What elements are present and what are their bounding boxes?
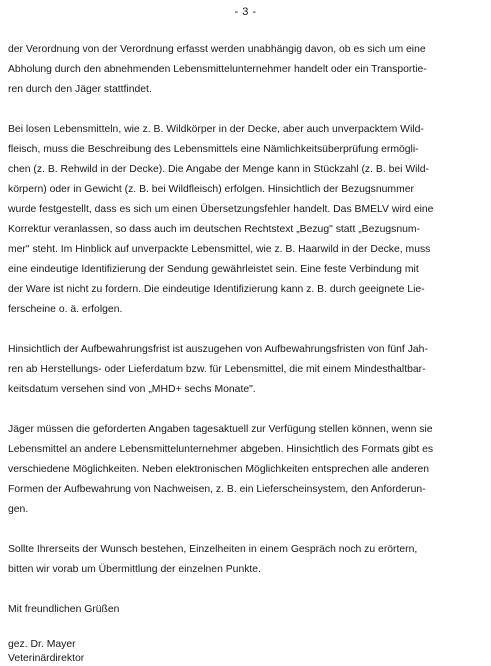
text-line: chen (z. B. Rehwild in der Decke). Die Angabe der Menge kann in Stückzahl (z. B. bei Wild- bbox=[8, 164, 430, 175]
text-line: Bei losen Lebensmitteln, wie z. B. Wildkörper in der Decke, aber auch unverpacktem Wild- bbox=[8, 124, 424, 135]
paragraph-collection-scope bbox=[8, 40, 484, 100]
paragraph-further-discussion bbox=[8, 540, 484, 580]
text-line: Lebensmittel an andere Lebensmittelunternehmer abgeben. Hinsichtlich des Formats gibt es bbox=[8, 444, 434, 455]
text-line: Hinsichtlich der Aufbewahrungsfrist ist auszugehen von Aufbewahrungsfristen von fünf Jah- bbox=[8, 344, 428, 355]
text-line: Korrektur veranlassen, so dass auch im deutschen Rechtstext „Bezug" statt „Bezugsnum- bbox=[8, 224, 421, 235]
text-line: eine eindeutige Identifizierung der Sendung gewährleistet sein. Eine feste Verbindung mit bbox=[8, 264, 419, 275]
text-line: ren ab Herstellungs- oder Lieferdatum bzw. für Lebensmittel, die mit einem Mindesthaltbar- bbox=[8, 364, 426, 375]
text-line: Sollte Ihrerseits der Wunsch bestehen, Einzelheiten in einem Gespräch noch zu erörtern, bbox=[8, 544, 418, 555]
text-line: bitten wir vorab um Übermittlung der einzelnen Punkte. bbox=[8, 564, 261, 575]
text-line: der Verordnung von der Verordnung erfasst werden unabhängig davon, ob es sich um eine bbox=[8, 44, 426, 55]
signature-title: Veterinärdirektor bbox=[8, 653, 85, 664]
paragraph-hunter-records bbox=[8, 420, 484, 520]
text-line: keitsdatum versehen sind von „MHD+ sechs Monate". bbox=[8, 384, 256, 395]
text-line: körpern) oder in Gewicht (z. B. bei Wildfleisch) erfolgen. Hinsichtlich der Bezugsnummer bbox=[8, 184, 414, 195]
text-line: ren durch den Jäger stattfindet. bbox=[8, 84, 152, 95]
signature-block bbox=[8, 638, 484, 666]
text-line: fleisch, muss die Beschreibung des Lebensmittels eine Nämlichkeitsüberprüfung ermögli- bbox=[8, 144, 419, 155]
text-line: ferscheine o. ä. erfolgen. bbox=[8, 304, 123, 315]
paragraph-loose-food bbox=[8, 120, 484, 320]
text-line: verschiedene Möglichkeiten. Neben elektronischen Möglichkeiten entsprechen alle anderen bbox=[8, 464, 430, 475]
text-line: Formen der Aufbewahrung von Nachweisen, z. B. ein Lieferscheinsystem, den Anforderun- bbox=[8, 484, 426, 495]
paragraph-retention-period bbox=[8, 340, 484, 400]
letter-body bbox=[8, 40, 484, 666]
page-number: - 3 - bbox=[234, 6, 257, 18]
signature-name: gez. Dr. Mayer bbox=[8, 639, 76, 650]
text-line: gen. bbox=[8, 504, 29, 515]
text-line: wurde festgestellt, dass es sich um einen Übersetzungsfehler handelt. Das BMELV wird eine bbox=[8, 204, 434, 215]
text-line: Jäger müssen die geforderten Angaben tagesaktuell zur Verfügung stellen können, wenn sie bbox=[8, 424, 433, 435]
text-line: der Ware ist nicht zu fordern. Die eindeutige Identifizierung kann z. B. durch geeignete Lie- bbox=[8, 284, 425, 295]
text-line: mer" steht. Im Hinblick auf unverpackte Lebensmittel, wie z. B. Haarwild in der Decke, muss bbox=[8, 244, 431, 255]
text-line: Abholung durch den abnehmenden Lebensmittelunternehmer handelt oder ein Transportie- bbox=[8, 64, 427, 75]
closing-salutation: Mit freundlichen Grüßen bbox=[8, 604, 120, 615]
